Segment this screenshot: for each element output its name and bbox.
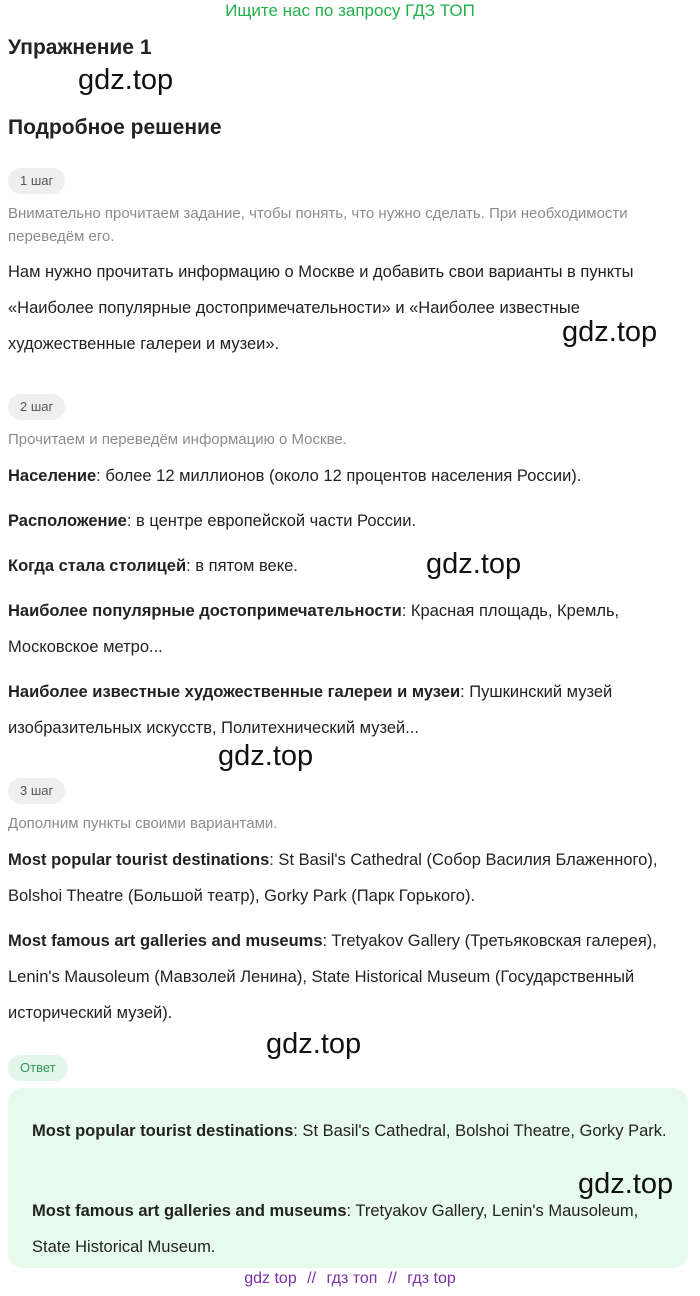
item-key: Most famous art galleries and museums xyxy=(8,932,323,950)
footer-separator: // xyxy=(307,1270,317,1287)
solution-title: Подробное решение xyxy=(8,116,222,139)
fact-value: : в пятом веке. xyxy=(186,557,298,575)
footer-separator: // xyxy=(387,1270,397,1287)
step-hint: Прочитаем и переведём информацию о Москве. xyxy=(8,431,347,448)
footer-links xyxy=(0,1270,700,1288)
fact-sights xyxy=(8,593,692,665)
watermark: gdz.top xyxy=(78,64,174,96)
step-badge: 1 шаг xyxy=(8,168,65,194)
fact-population xyxy=(8,458,692,494)
fact-value: : более 12 миллионов (около 12 процентов населения России). xyxy=(96,467,582,485)
fact-value: : Пушкинский музей изобразительных искусств, Политехнический музей... xyxy=(8,683,613,737)
answer-value: : Tretyakov Gallery, Lenin's Mausoleum, State Historical Museum. xyxy=(32,1202,639,1256)
answer-badge: Ответ xyxy=(8,1055,68,1081)
watermark: gdz.top xyxy=(562,316,658,348)
step-hint: Внимательно прочитаем задание, чтобы понять, что нужно сделать. При необходимости переведём его. xyxy=(8,205,628,245)
answer-value: : St Basil's Cathedral, Bolshoi Theatre, Gorky Park. xyxy=(293,1122,667,1140)
item-key: Most popular tourist destinations xyxy=(8,851,270,869)
watermark: gdz.top xyxy=(578,1168,674,1200)
step-text: Нам нужно прочитать информацию о Москве и добавить свои варианты в пункты «Наиболее популярные достопримечательности» и «Наиболее известные художественные галереи и музеи». xyxy=(8,263,634,353)
fact-museums xyxy=(8,674,692,746)
destinations-item xyxy=(8,842,692,914)
step-badge: 3 шаг xyxy=(8,778,65,804)
fact-key: Расположение xyxy=(8,512,127,530)
search-banner: Ищите нас по запросу ГДЗ ТОП xyxy=(225,1,475,20)
fact-value: : Красная площадь, Кремль, Московское метро... xyxy=(8,602,620,656)
item-value: : St Basil's Cathedral (Собор Василия Блаженного), Bolshoi Theatre (Большой театр), Gorky Park (Парк Горького). xyxy=(8,851,658,905)
answer-museums xyxy=(32,1193,672,1265)
step-badge: 2 шаг xyxy=(8,394,65,420)
museums-item xyxy=(8,923,692,1031)
exercise-title: Упражнение 1 xyxy=(8,36,152,59)
fact-location xyxy=(8,503,692,539)
footer-link[interactable]: гдз top xyxy=(407,1270,456,1287)
watermark: gdz.top xyxy=(266,1028,362,1060)
fact-key: Когда стала столицей xyxy=(8,557,187,575)
watermark: gdz.top xyxy=(218,740,314,772)
fact-value: : в центре европейской части России. xyxy=(126,512,417,530)
watermark: gdz.top xyxy=(426,548,522,580)
step-hint: Дополним пункты своими вариантами. xyxy=(8,815,278,832)
answer-key: Most popular tourist destinations xyxy=(32,1122,294,1140)
fact-key: Наиболее популярные достопримечательности xyxy=(8,602,402,620)
fact-capital xyxy=(8,548,692,584)
answer-key: Most famous art galleries and museums xyxy=(32,1202,347,1220)
answer-destinations xyxy=(32,1113,672,1149)
fact-key: Наиболее известные художественные галереи и музеи xyxy=(8,683,461,701)
item-value: : Tretyakov Gallery (Третьяковская галерея), Lenin's Mausoleum (Мавзолей Ленина), State Historical Museum (Государственный исторический музей). xyxy=(8,932,657,1022)
footer-link[interactable]: gdz top xyxy=(244,1270,297,1287)
footer-link[interactable]: гдз топ xyxy=(326,1270,378,1287)
fact-key: Население xyxy=(8,467,97,485)
